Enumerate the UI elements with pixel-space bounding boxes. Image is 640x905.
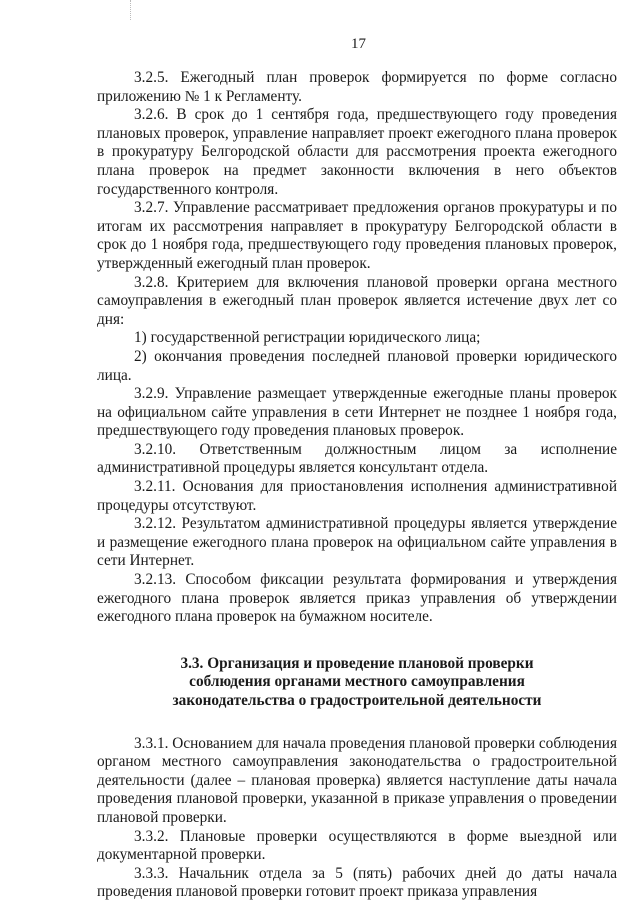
paragraph-3-2-13: 3.2.13. Способом фиксации результата формирования и утверждения ежегодного плана проверок является приказ управления об утверждении ежегодного плана проверок на бумажном носителе. (97, 571, 617, 626)
paragraph-3-3-2: 3.3.2. Плановые проверки осуществляются в форме выездной или документарной проверки. (97, 827, 617, 864)
paragraph-3-2-10: 3.2.10. Ответственным должностным лицом за исполнение административной процедуры является консультант отдела. (97, 440, 617, 477)
paragraph-3-3-3: 3.3.3. Начальник отдела за 5 (пять) рабочих дней до даты начала проведения плановой проверки готовит проект приказа управления (97, 864, 617, 901)
paragraph-3-2-11: 3.2.11. Основания для приостановления исполнения административной процедуры отсутствуют. (97, 478, 617, 514)
heading-line-1: 3.3. Организация и проведение плановой проверки (180, 654, 534, 672)
section-heading-3-3 (97, 655, 617, 711)
paragraph-3-2-12: 3.2.12. Результатом административной процедуры является утверждение и размещение ежегодного плана проверок на официальном сайте управления в сети Интернет. (97, 515, 617, 570)
list-item-2: 2) окончания проведения последней плановой проверки юридического лица. (97, 347, 617, 384)
page-number: 17 (351, 36, 366, 52)
paragraph-3-2-5: 3.2.5. Ежегодный план проверок формируется по форме согласно приложению № 1 к Регламенту. (97, 69, 617, 105)
paragraph-3-3-1: 3.3.1. Основанием для начала проведения плановой проверки соблюдения органом местного самоуправления законодательства о градостроительной деятельности (далее – плановая проверка) является наступление даты начала проведения плановой проверки, указанной в приказе управления о проведении плановой проверки. (97, 734, 617, 826)
scan-artifact (130, 0, 141, 20)
paragraph-3-2-6: 3.2.6. В срок до 1 сентября года, предшествующего году проведения плановых проверок, управление направляет проект ежегодного плана проверок в прокуратуру Белгородской области для рассмотрения проекта ежегодного плана проверок на предмет законности включения в него объектов государственного контроля. (97, 106, 617, 198)
paragraph-3-2-8: 3.2.8. Критерием для включения плановой проверки органа местного самоуправления в ежегодный план проверок является истечение двух лет со дня: (97, 273, 617, 328)
paragraph-3-2-7: 3.2.7. Управление рассматривает предложения органов прокуратуры и по итогам их рассмотрения направляет в прокуратуру Белгородской области в срок до 1 ноября года, предшествующего году проведения плановых проверок, утвержденный ежегодный план проверок. (97, 199, 617, 272)
paragraph-3-2-9: 3.2.9. Управление размещает утвержденные ежегодные планы проверок на официальном сайте управления в сети Интернет не позднее 1 ноября года, предшествующего году проведения плановых проверок. (97, 385, 617, 440)
list-item-1: 1) государственной регистрации юридического лица; (134, 329, 481, 347)
heading-line-2: соблюдения органами местного самоуправления (189, 673, 525, 691)
heading-line-3: законодательства о градостроительной деятельности (172, 692, 542, 709)
document-body (97, 69, 617, 902)
